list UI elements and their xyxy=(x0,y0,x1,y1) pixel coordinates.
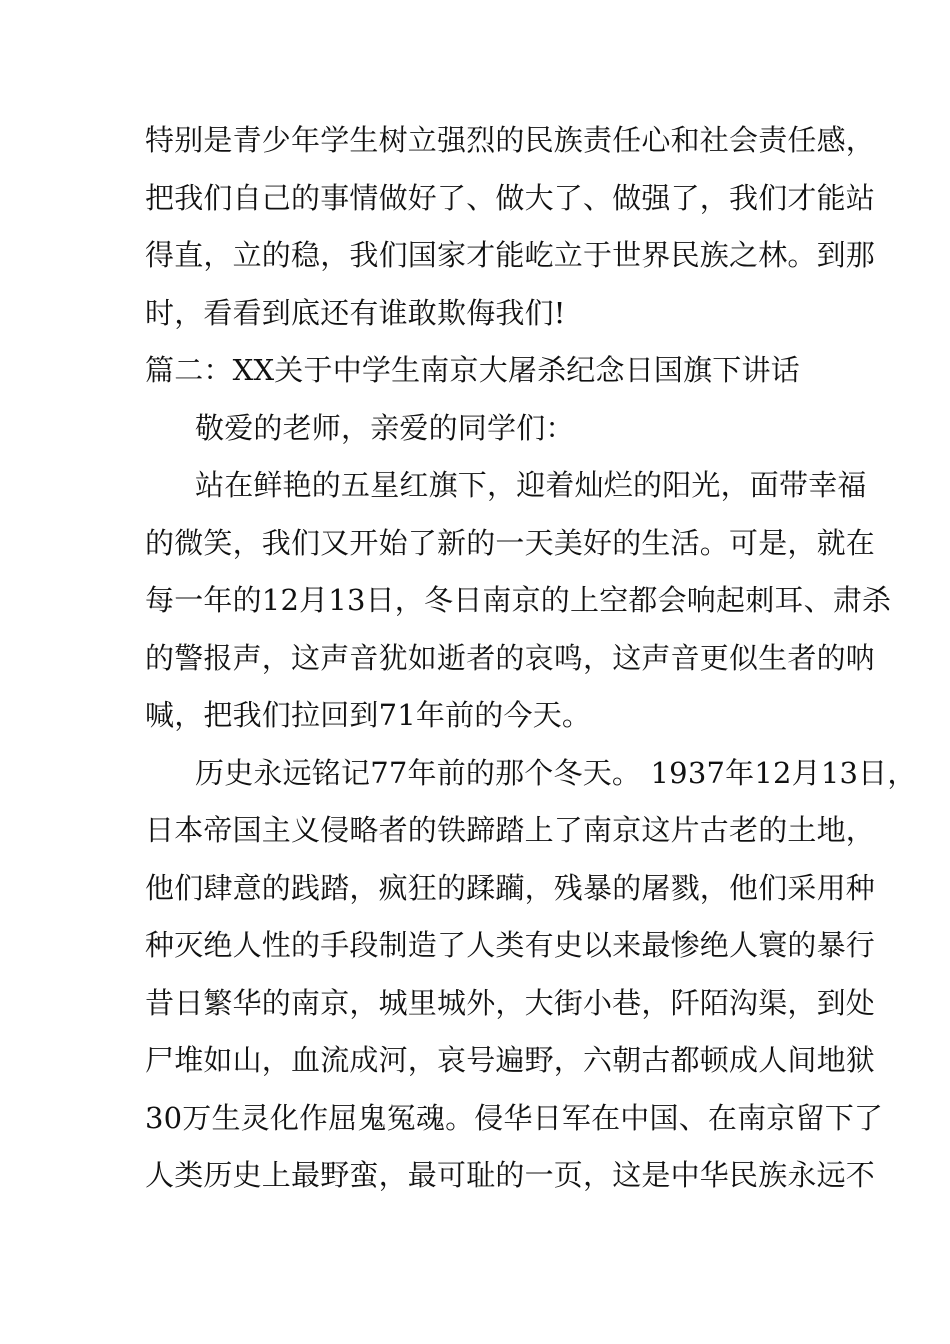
text-line: 他们肆意的践踏，疯狂的蹂躏，残暴的屠戮，他们采用种 xyxy=(145,871,876,905)
text-line: 的警报声，这声音犹如逝者的哀鸣，这声音更似生者的呐 xyxy=(145,641,876,675)
text-line: 历史永远铭记77年前的那个冬天。 1937年12月13日， xyxy=(195,756,917,790)
text-line: 昔日繁华的南京，城里城外，大街小巷，阡陌沟渠，到处 xyxy=(145,986,876,1020)
text-line: 日本帝国主义侵略者的铁蹄踏上了南京这片古老的土地， xyxy=(145,813,876,847)
text-line: 种灭绝人性的手段制造了人类有史以来最惨绝人寰的暴行 xyxy=(145,928,876,962)
text-line: 尸堆如山，血流成河，哀号遍野，六朝古都顿成人间地狱 xyxy=(145,1043,876,1077)
text-line: 每一年的12月13日，冬日南京的上空都会响起刺耳、肃杀 xyxy=(145,583,892,617)
section-heading: 篇二：XX关于中学生南京大屠杀纪念日国旗下讲话 xyxy=(145,353,800,387)
text-line: 30万生灵化作屈鬼冤魂。侵华日军在中国、在南京留下了 xyxy=(145,1101,884,1135)
salutation: 敬爱的老师，亲爱的同学们： xyxy=(195,411,575,445)
text-line: 把我们自己的事情做好了、做大了、做强了，我们才能站 xyxy=(145,181,876,215)
text-line: 时，看看到底还有谁敢欺侮我们! xyxy=(145,296,566,330)
text-line: 得直，立的稳，我们国家才能屹立于世界民族之林。到那 xyxy=(145,238,876,272)
text-line: 站在鲜艳的五星红旗下，迎着灿烂的阳光，面带幸福 xyxy=(195,468,867,502)
text-line: 特别是青少年学生树立强烈的民族责任心和社会责任感， xyxy=(145,123,876,157)
text-line: 人类历史上最野蛮，最可耻的一页，这是中华民族永远不 xyxy=(145,1158,876,1192)
text-line: 喊，把我们拉回到71年前的今天。 xyxy=(145,698,592,732)
text-line: 的微笑，我们又开始了新的一天美好的生活。可是，就在 xyxy=(145,526,876,560)
